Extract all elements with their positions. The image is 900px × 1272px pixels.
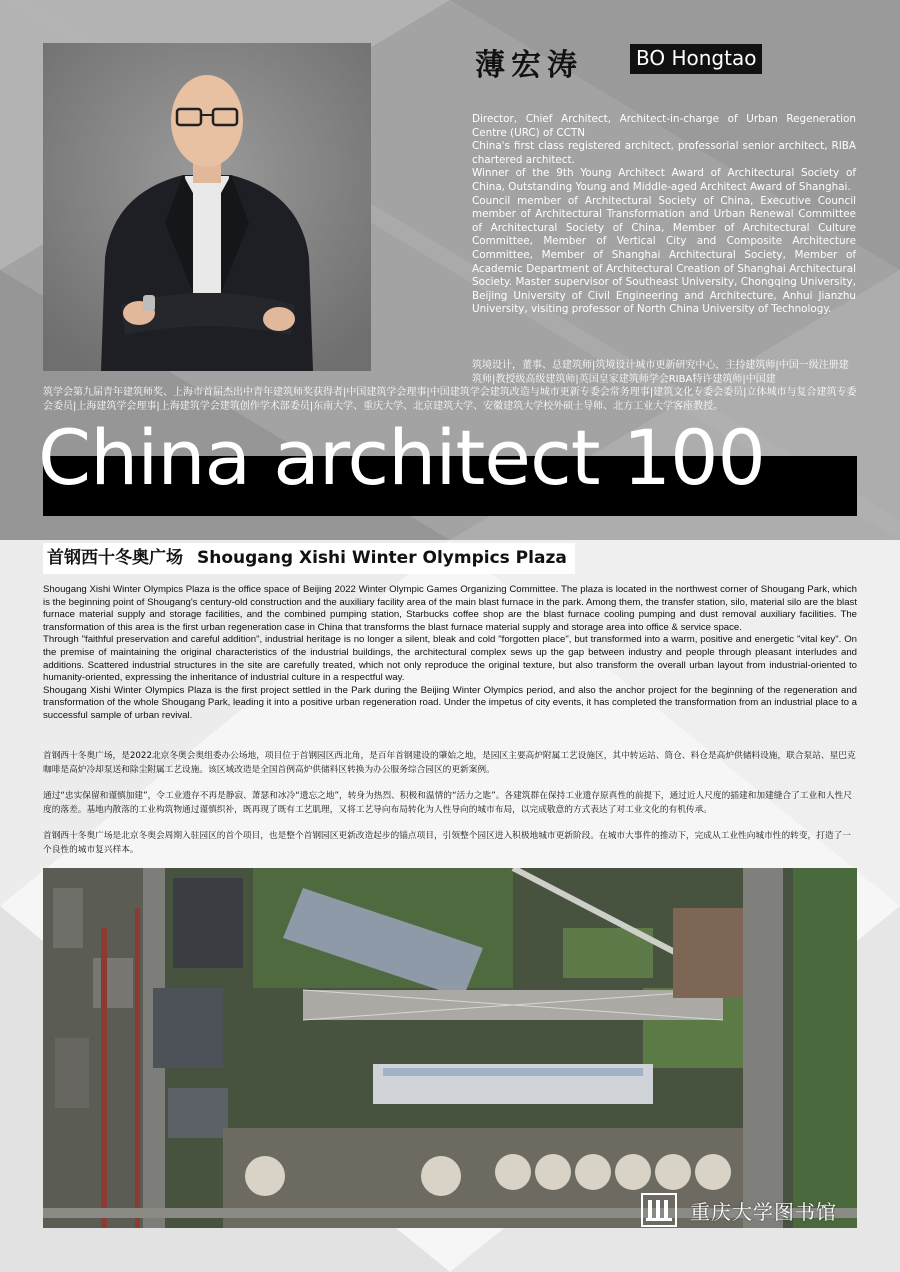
bio-en-paragraph: Council member of Architectural Society of China, Executive Council member of Architectural Transformation and Urban Renewal Committee of Architectural Society of China, Member of Architectural Culture Committee, Member of Vertical City and Composite Architecture Committee, Member of Shanghai Architectural Society, Member of Academic Department of Architectural Creation of Shanghai Architectural Society. Master supervisor of Southeast University, Chongqing University, Beijing University of Civil Engineering and Architecture, Anhui Jianzhu University, visiting professor of North China University of Technology. bbox=[472, 194, 856, 316]
architect-name-cn: 薄宏涛 bbox=[475, 48, 583, 83]
library-watermark bbox=[640, 1192, 837, 1228]
banner-title: China architect 100 bbox=[38, 413, 765, 502]
description-paragraph: Shougang Xishi Winter Olympics Plaza is the first project settled in the Park during the Beijing Winter Olympics period, and also the anchor project for the beginning of the regeneration and transformation of the whole Shougang Park, leading it into a positive urban regeneration road. Under the impetus of city events, it has completed the transformation from an industrial place to a successful sample of urban revival. bbox=[43, 684, 857, 721]
project-title bbox=[43, 543, 575, 574]
project-description-cn bbox=[43, 750, 857, 870]
description-paragraph-cn: 通过“忠实保留和谨慎加建”，令工业遗存不再是静寂、萧瑟和冰冷“遗忘之地”，转身为热烈、积极和温情的“活力之匙”。各建筑群在保持工业遗存原真性的前提下，通过近人尺度的插建和加建缝合了工业和人性尺度的落差。基地内散落的工业构筑物通过谨慎织补，既再现了既有工艺肌理，又将工艺导向布局转化为人性导向的城市布局，以完成敬意的方式表达了对工业文化的有机传承。 bbox=[43, 791, 852, 815]
bio-en bbox=[472, 113, 856, 317]
bio-cn-lead: 筑境设计，董事、总建筑师|筑境设计城市更新研究中心，主持建筑师|中国一级注册建筑师|教授级高级建筑师|英国皇家建筑师学会RIBA特许建筑师|中国建 bbox=[472, 360, 849, 385]
description-paragraph: Shougang Xishi Winter Olympics Plaza is the office space of Beijing 2022 Winter Olympic Games Organizing Committee. The plaza is located in the northwest corner of Shougang Park, which is the beginning point of Shougang's century-old construction and the auxiliary facility area of the main blast furnace in the park. Among them, the transfer station, silo, material silo are the blast furnace material supply and storage facilities, and the combined pumping station, Starbucks coffee shop are the blast furnace cooling pumping and dust removal auxiliary facilities. The transformation of this area is the first urban regeneration case in China that transforms the blast furnace material supply and storage area into office & service space. bbox=[43, 584, 857, 633]
architect-name-en: BO Hongtao bbox=[630, 44, 762, 74]
bio-en-paragraph: Director, Chief Architect, Architect-in-charge of Urban Regeneration Centre (URC) of CCTN bbox=[472, 113, 856, 139]
description-paragraph-cn: 首钢西十冬奥广场，是2022北京冬奥会奥组委办公场地，项目位于首钢园区西北角，是百年首钢建设的肇始之地，是园区主要高炉附属工艺设施区，其中转运站、筒仓、料仓是高炉供储料设施，联合泵站、星巴克咖啡是高炉冷却泵送和除尘附属工艺设施。该区域改造是全国首例高炉供储料区转换为办公服务综合园区的更新案例。 bbox=[43, 751, 856, 775]
bio-en-paragraph: Winner of the 9th Young Architect Award of Architectural Society of China, Outstanding Young and Middle-aged Architect Award of Shanghai. bbox=[472, 167, 856, 193]
aerial-site-photo bbox=[43, 868, 857, 1228]
portrait-photo bbox=[43, 43, 371, 371]
bio-en-paragraph: China's first class registered architect, professorial senior architect, RIBA chartered architect. bbox=[472, 140, 856, 166]
bio-cn-rest: 筑学会第九届青年建筑师奖、上海市首届杰出中青年建筑师奖获得者|中国建筑学会理事|中国建筑学会建筑改造与城市更新专委会常务理事|建筑文化专委会委员|立体城市与复合建筑专委会委员|上海建筑学会理事|上海建筑学会建筑创作学术部委员|东南大学、重庆大学、北京建筑大学、安徽建筑大学校外硕士导师、北方工业大学客座教授。 bbox=[43, 387, 857, 412]
library-logo-icon bbox=[640, 1192, 678, 1228]
description-paragraph: Through "faithful preservation and careful addition", industrial heritage is no longer a silent, bleak and cold "forgotten place", but transformed into a warm, positive and energetic "vital key". On the premise of maintaining the original characteristics of the industrial buildings, the architectural complex sews up the gap between industry and people through pleasant interludes and additions. Scattered industrial structures in the site are carefully treated, which not only reproduce the original texture, but also transform the overall urban layout from industrial-oriented to humanity-oriented, expressing the inheritance of industrial culture in a respectful way. bbox=[43, 634, 857, 684]
bio-cn bbox=[43, 359, 857, 413]
project-description-en bbox=[43, 584, 857, 723]
description-paragraph-cn: 首钢西十冬奥广场是北京冬奥会周期入驻园区的首个项目，也是整个首钢园区更新改造起步的锚点项目，引领整个园区进入积极地城市更新阶段。在城市大事件的推动下，完成从工业性向城市性的转变，打造了一个良性的城市复兴样本。 bbox=[43, 831, 851, 855]
project-title-en: Shougang Xishi Winter Olympics Plaza bbox=[197, 548, 567, 568]
project-title-cn: 首钢西十冬奥广场 bbox=[47, 548, 183, 568]
library-name: 重庆大学图书馆 bbox=[690, 1199, 837, 1224]
